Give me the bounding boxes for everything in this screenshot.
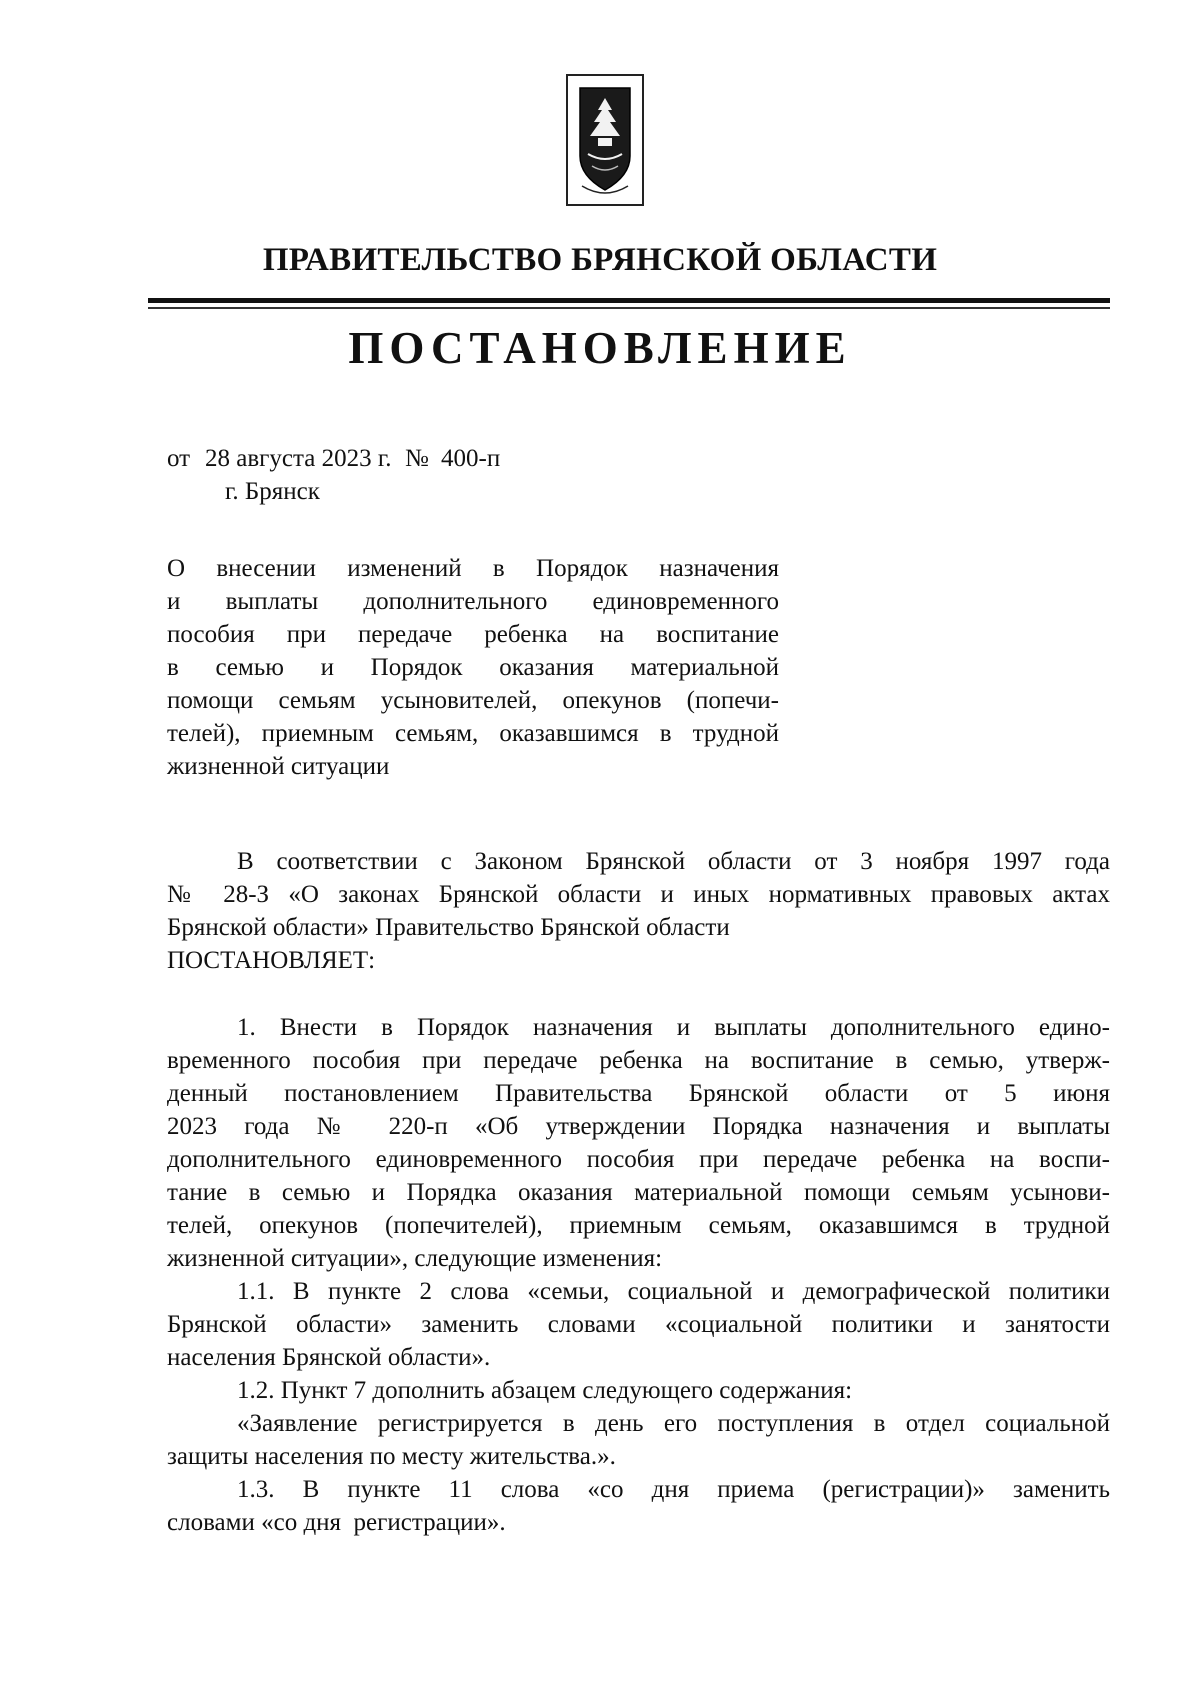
preamble <box>167 845 1110 977</box>
subject-line: в семью и Порядок оказания материальной <box>167 654 779 681</box>
item-1-1-line: населения Брянской области». <box>167 1344 491 1371</box>
item-1-1-line: Брянской области» заменить словами «социальной политики и занятости <box>167 1311 1110 1338</box>
item-1-line: дополнительного единовременного пособия при передаче ребенка на воспи- <box>167 1146 1110 1173</box>
preamble-line: В соответствии с Законом Брянской области от 3 ноября 1997 года <box>237 848 1110 875</box>
government-title: ПРАВИТЕЛЬСТВО БРЯНСКОЙ ОБЛАСТИ <box>262 242 938 278</box>
item-1-1 <box>167 1275 1110 1374</box>
item-1-2 <box>167 1374 1110 1473</box>
document-subject <box>167 552 779 783</box>
item-1-line: жизненной ситуации», следующие изменения: <box>167 1245 663 1272</box>
preamble-line: № 28-З «О законах Брянской области и иных нормативных правовых актах <box>167 881 1110 908</box>
item-1-line: 2023 года № 220-п «Об утверждении Порядка назначения и выплаты <box>167 1113 1110 1140</box>
document-city: г. Брянск <box>225 478 320 505</box>
subject-line: телей), приемным семьям, оказавшимся в трудной <box>167 720 779 747</box>
item-1-3-line: словами «со дня регистрации». <box>167 1509 506 1536</box>
subject-line: О внесении изменений в Порядок назначения <box>167 555 779 582</box>
document-date: 28 августа 2023 г. <box>205 445 392 472</box>
item-1-2-line: 1.2. Пункт 7 дополнить абзацем следующего содержания: <box>237 1377 853 1404</box>
item-1 <box>167 1011 1110 1275</box>
resolves-word: ПОСТАНОВЛЯЕТ: <box>167 947 376 974</box>
item-1-3 <box>167 1473 1110 1539</box>
item-1-1-line: 1.1. В пункте 2 слова «семьи, социальной и демографической политики <box>237 1278 1110 1305</box>
document-type-title: ПОСТАНОВЛЕНИЕ <box>348 323 852 373</box>
header-divider-thin <box>148 307 1110 309</box>
subject-line: пособия при передаче ребенка на воспитание <box>167 621 779 648</box>
item-1-2-line: «Заявление регистрируется в день его поступления в отдел социальной <box>237 1410 1110 1437</box>
header-divider-thick <box>148 298 1110 303</box>
item-1-line: телей, опекунов (попечителей), приемным семьям, оказавшимся в трудной <box>167 1212 1110 1239</box>
subject-line: помощи семьям усыновителей, опекунов (попечи- <box>167 687 779 714</box>
subject-line: жизненной ситуации <box>167 753 390 780</box>
date-prefix: от <box>167 445 191 472</box>
preamble-line: Брянской области» Правительство Брянской области <box>167 914 730 941</box>
number-sign: № <box>405 445 429 472</box>
document-number: 400-п <box>441 445 501 472</box>
item-1-2-line: защиты населения по месту жительства.». <box>167 1443 616 1470</box>
subject-line: и выплаты дополнительного единовременного <box>167 588 779 615</box>
item-1-line: временного пособия при передаче ребенка на воспитание в семью, утверж- <box>167 1047 1110 1074</box>
item-1-line: тание в семью и Порядка оказания материальной помощи семьям усынови- <box>167 1179 1110 1206</box>
coat-of-arms-emblem <box>566 74 644 206</box>
item-1-line: денный постановлением Правительства Брянской области от 5 июня <box>167 1080 1110 1107</box>
coat-of-arms-icon <box>568 76 642 204</box>
item-1-3-line: 1.3. В пункте 11 слова «со дня приема (регистрации)» заменить <box>237 1476 1110 1503</box>
item-1-line: 1. Внести в Порядок назначения и выплаты дополнительного едино- <box>237 1014 1110 1041</box>
